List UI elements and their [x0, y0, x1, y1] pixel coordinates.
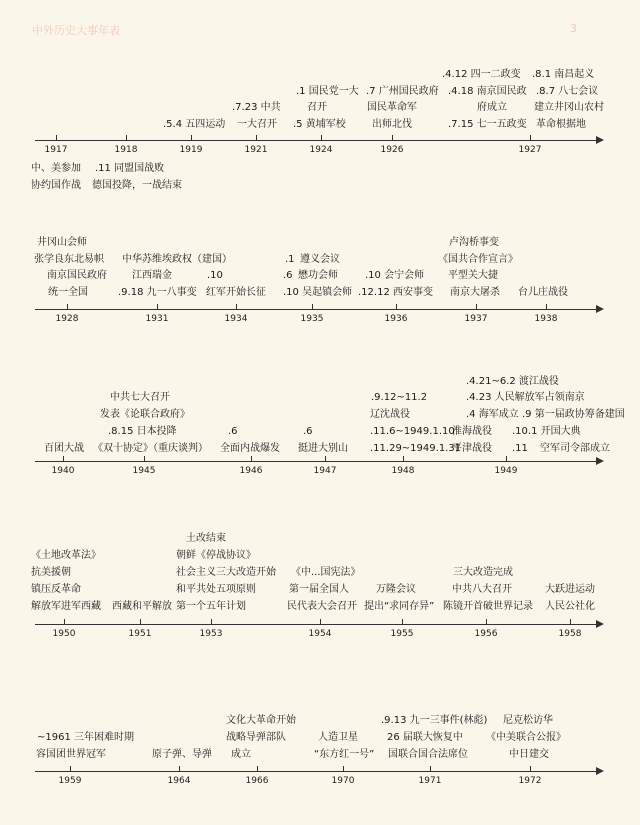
year-label: 1921: [244, 145, 268, 155]
year-tick: [251, 456, 252, 461]
year-tick: [211, 619, 212, 624]
year-tick: [403, 456, 404, 461]
event-label: 一大召开: [237, 119, 277, 130]
event-label: ~1961 三年困难时期: [37, 732, 135, 743]
event-label: 懋功会师: [298, 270, 338, 281]
event-label: 井冈山会师: [37, 237, 87, 248]
event-label: 西藏和平解放: [112, 601, 172, 612]
event-label: .7.23 中共: [232, 102, 281, 113]
event-label: 26 届联大恢复中: [387, 732, 463, 743]
event-label: 容国团世界冠军: [36, 749, 106, 760]
year-tick: [312, 304, 313, 309]
event-label: “东方红一号”: [314, 749, 375, 760]
event-label: .4.21~6.2 渡江战役: [466, 376, 559, 387]
event-label: 台儿庄战役: [518, 287, 568, 298]
year-tick: [236, 304, 237, 309]
year-label: 1955: [390, 629, 414, 639]
timeline-axis: [35, 140, 597, 141]
event-label: 遵义会议: [300, 254, 340, 265]
timeline-arrow: [596, 457, 604, 465]
event-label: 全面内战爆发: [220, 443, 280, 454]
event-label: .4 海军成立: [466, 409, 519, 420]
year-label: 1937: [464, 314, 488, 324]
event-label: .5 黄埔军校: [293, 119, 346, 130]
year-tick: [530, 766, 531, 771]
year-label: 1949: [494, 466, 518, 476]
timeline-arrow: [596, 767, 604, 775]
event-label: .9.18 九一八事变: [118, 287, 197, 298]
year-label: 1950: [52, 629, 76, 639]
timeline-arrow: [596, 620, 604, 628]
event-label: 协约国作战: [31, 180, 81, 191]
year-label: 1917: [44, 145, 68, 155]
year-label: 1934: [224, 314, 248, 324]
event-label: 人造卫星: [318, 732, 358, 743]
year-tick: [530, 135, 531, 140]
event-label: 民代表大会召开: [287, 601, 357, 612]
year-label: 1936: [384, 314, 408, 324]
year-tick: [343, 766, 344, 771]
event-label: .6: [283, 270, 293, 281]
event-label: .6: [303, 426, 313, 437]
event-label: 国民革命军: [367, 102, 417, 113]
year-tick: [179, 766, 180, 771]
year-label: 1956: [474, 629, 498, 639]
year-tick: [392, 135, 393, 140]
event-label: 召开: [307, 102, 327, 113]
year-label: 1958: [558, 629, 582, 639]
event-label: 空军司令部成立: [540, 443, 610, 454]
event-label: 张学良东北易帜: [34, 254, 104, 265]
year-tick: [546, 304, 547, 309]
timeline-axis: [35, 309, 597, 310]
event-label: 《中...国宪法》: [291, 567, 361, 578]
year-tick: [570, 619, 571, 624]
event-label: 德国投降，一战结束: [92, 180, 182, 191]
event-label: 《土地改革法》: [31, 550, 101, 561]
year-tick: [144, 456, 145, 461]
event-label: 统一全国: [48, 287, 88, 298]
event-label: 陈镜开首破世界记录: [443, 601, 533, 612]
year-label: 1926: [380, 145, 404, 155]
timeline-axis: [35, 461, 597, 462]
timeline-arrow: [596, 305, 604, 313]
year-label: 1970: [331, 776, 355, 786]
event-label: 原子弹、导弹: [152, 749, 212, 760]
event-label: 《中美联合公报》: [486, 732, 566, 743]
event-label: .9.12~11.2: [371, 392, 428, 403]
event-label: .1 国民党一大: [296, 86, 359, 97]
event-label: 辽沈战役: [370, 409, 410, 420]
event-label: 大跃进运动: [545, 584, 595, 595]
year-label: 1919: [179, 145, 203, 155]
page-number: 3: [570, 22, 577, 35]
event-label: 战略导弹部队: [226, 732, 286, 743]
event-label: .7 广州国民政府: [366, 86, 439, 97]
event-label: 革命根据地: [536, 119, 586, 130]
event-label: 社会主义三大改造开始: [176, 567, 276, 578]
event-label: 解放军进军西藏: [31, 601, 101, 612]
event-label: .11 同盟国战败: [95, 163, 165, 174]
year-label: 1935: [300, 314, 324, 324]
event-label: 江西瑞金: [132, 270, 172, 281]
event-label: 出师北伐: [372, 119, 412, 130]
year-tick: [140, 619, 141, 624]
event-label: .9 第一届政协筹备建国: [522, 409, 625, 420]
event-label: .8.15 日本投降: [108, 426, 177, 437]
event-label: .8.7 八七会议: [536, 86, 599, 97]
event-label: .10 会宁会师: [365, 270, 425, 281]
event-label: 和平共处五项原则: [176, 584, 256, 595]
event-label: 《国共合作宣言》: [438, 254, 518, 265]
event-label: .6: [228, 426, 238, 437]
year-tick: [402, 619, 403, 624]
year-tick: [321, 135, 322, 140]
year-label: 1927: [518, 145, 542, 155]
event-label: 抗美援朝: [31, 567, 71, 578]
event-label: 红军开始长征: [206, 287, 266, 298]
year-tick: [430, 766, 431, 771]
event-label: .4.18 南京国民政: [448, 86, 527, 97]
event-label: 卢沟桥事变: [449, 237, 499, 248]
event-label: 人民公社化: [545, 601, 595, 612]
event-label: 淮海战役: [452, 426, 492, 437]
timeline-axis: [35, 771, 597, 772]
year-tick: [325, 456, 326, 461]
event-label: .8.1 南昌起义: [532, 69, 595, 80]
year-label: 1959: [58, 776, 82, 786]
event-label: 中华苏维埃政权（建国）: [122, 254, 232, 265]
year-label: 1931: [145, 314, 169, 324]
event-label: .1: [285, 254, 295, 265]
event-label: 第一届全国人: [289, 584, 349, 595]
year-label: 1951: [128, 629, 152, 639]
event-label: .9.13 九一三事件(林彪): [381, 715, 488, 726]
event-label: .5.4 五四运动: [163, 119, 226, 130]
year-label: 1928: [55, 314, 79, 324]
event-label: 中、美参加: [31, 163, 81, 174]
year-label: 1924: [309, 145, 333, 155]
event-label: 发表《论联合政府》: [100, 409, 190, 420]
event-label: 平型关大捷: [448, 270, 498, 281]
event-label: .4.12 四一二政变: [442, 69, 521, 80]
event-label: .10: [207, 270, 223, 281]
event-label: 三大改造完成: [453, 567, 513, 578]
event-label: 成立: [231, 749, 251, 760]
year-tick: [70, 766, 71, 771]
year-label: 1953: [199, 629, 223, 639]
event-label: 中共八大召开: [452, 584, 512, 595]
event-label: 中共七大召开: [110, 392, 170, 403]
event-label: .11.6~1949.1.10: [370, 426, 455, 437]
year-label: 1964: [167, 776, 191, 786]
year-label: 1947: [313, 466, 337, 476]
event-label: .10.1 开国大典: [512, 426, 581, 437]
year-label: 1954: [308, 629, 332, 639]
event-label: 第一个五年计划: [176, 601, 246, 612]
event-label: 朝鲜《停战协议》: [176, 550, 256, 561]
year-label: 1940: [51, 466, 75, 476]
event-label: 府成立: [477, 102, 507, 113]
year-tick: [64, 619, 65, 624]
event-label: 南京国民政府: [47, 270, 107, 281]
event-label: 平津战役: [452, 443, 492, 454]
year-label: 1966: [245, 776, 269, 786]
year-tick: [506, 456, 507, 461]
year-tick: [476, 304, 477, 309]
year-label: 1918: [114, 145, 138, 155]
event-label: 建立井冈山农村: [534, 102, 604, 113]
event-label: .4.23 人民解放军占领南京: [466, 392, 585, 403]
event-label: .11: [512, 443, 528, 454]
year-tick: [67, 304, 68, 309]
year-label: 1971: [418, 776, 442, 786]
year-label: 1945: [132, 466, 156, 476]
year-tick: [256, 135, 257, 140]
event-label: 镇压反革命: [31, 584, 81, 595]
year-tick: [191, 135, 192, 140]
year-tick: [63, 456, 64, 461]
year-tick: [396, 304, 397, 309]
event-label: .7.15 七一五政变: [448, 119, 527, 130]
event-label: .12.12 西安事变: [358, 287, 433, 298]
event-label: .10 吴起镇会师: [283, 287, 353, 298]
year-tick: [157, 304, 158, 309]
year-tick: [320, 619, 321, 624]
year-tick: [56, 135, 57, 140]
timeline-arrow: [596, 136, 604, 144]
event-label: 南京大屠杀: [450, 287, 500, 298]
header-title: 中外历史大事年表: [32, 24, 120, 37]
year-tick: [126, 135, 127, 140]
event-label: .11.29~1949.1.31: [370, 443, 462, 454]
event-label: 提出“求同存异”: [364, 601, 435, 612]
event-label: 土改结束: [186, 533, 226, 544]
event-label: 中日建交: [509, 749, 549, 760]
event-label: 尼克松访华: [503, 715, 553, 726]
event-label: 《双十协定》（重庆谈判）: [93, 443, 208, 454]
event-label: 万隆会议: [376, 584, 416, 595]
event-label: 挺进大别山: [298, 443, 348, 454]
year-label: 1948: [391, 466, 415, 476]
event-label: 文化大革命开始: [226, 715, 296, 726]
year-label: 1972: [518, 776, 542, 786]
event-label: 百团大战: [44, 443, 84, 454]
event-label: 国联合国合法席位: [388, 749, 468, 760]
year-label: 1938: [534, 314, 558, 324]
year-tick: [486, 619, 487, 624]
year-label: 1946: [239, 466, 263, 476]
year-tick: [257, 766, 258, 771]
timeline-axis: [35, 624, 597, 625]
